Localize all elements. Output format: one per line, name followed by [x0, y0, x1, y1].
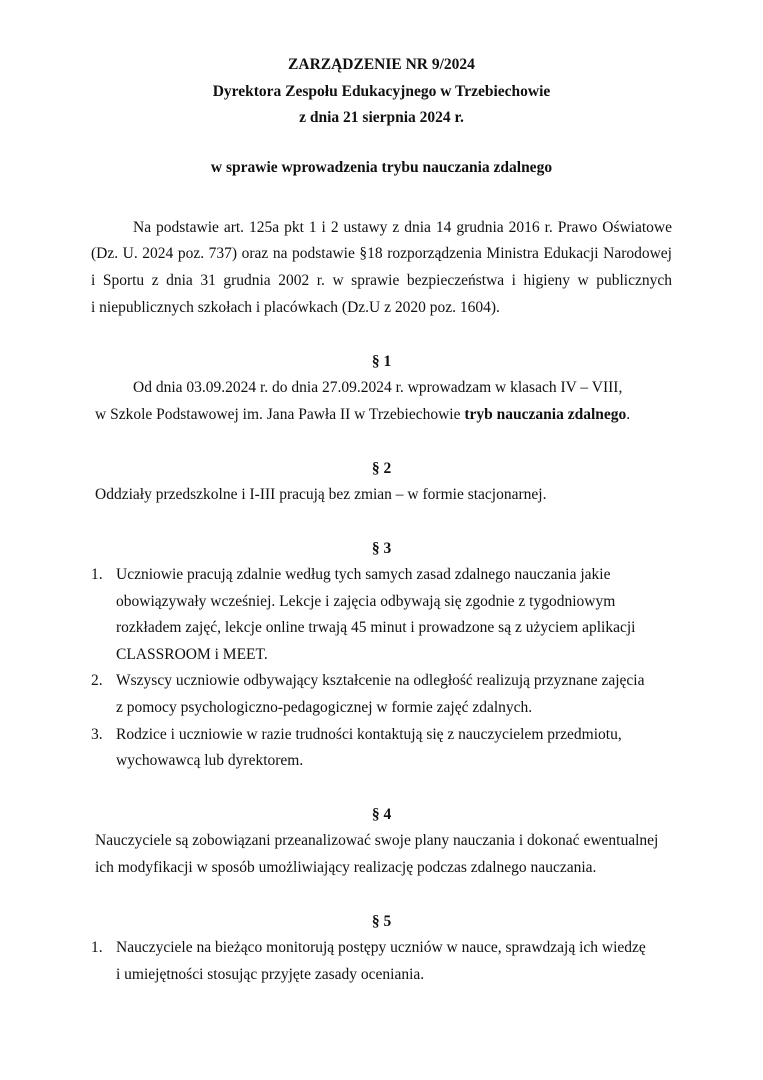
list-number: 3. [91, 726, 103, 743]
section-1-line-2 [95, 402, 630, 429]
list-number: 1. [91, 566, 103, 583]
section-4-line-1: Nauczyciele są zobowiązani przeanalizować swoje plany nauczania i dokonać ewentualnej [95, 832, 659, 849]
document-subject: w sprawie wprowadzenia trybu nauczania zdalnego [210, 159, 553, 176]
document-date: z dnia 21 sierpnia 2024 r. [299, 109, 464, 126]
list-item-line: z pomocy psychologiczno-pedagogicznej w formie zajęć zdalnych. [116, 699, 533, 716]
section-1-heading: § 1 [371, 353, 392, 370]
section-2-text: Oddziały przedszkolne i I-III pracują bez zmian – w formie stacjonarnej. [95, 486, 547, 503]
section-3-heading: § 3 [371, 540, 392, 557]
preamble-line-4: i niepublicznych szkołach i placówkach (Dz.U z 2020 poz. 1604). [91, 299, 500, 316]
document-issuer: Dyrektora Zespołu Edukacyjnego w Trzebiechowie [212, 83, 551, 100]
list-item-line: Wszyscy uczniowie odbywający kształcenie na odległość realizują przyznane zajęcia [116, 672, 645, 689]
list-number: 2. [91, 672, 103, 689]
preamble-line-1: Na podstawie art. 125a pkt 1 i 2 ustawy z dnia 14 grudnia 2016 r. Prawo Oświatowe [133, 219, 672, 236]
list-item-line: Rodzice i uczniowie w razie trudności kontaktują się z nauczycielem przedmiotu, [116, 726, 622, 743]
list-item-line: rozkładem zajęć, lekcje online trwają 45 minut i prowadzone są z użyciem aplikacji [116, 619, 636, 636]
preamble-line-2: (Dz. U. 2024 poz. 737) oraz na podstawie §18 rozporządzenia Ministra Edukacji Narodowej [91, 245, 672, 262]
section-4-line-2: ich modyfikacji w sposób umożliwiający realizację podczas zdalnego nauczania. [95, 859, 597, 876]
list-number: 1. [91, 939, 103, 956]
section-1-line-1: Od dnia 03.09.2024 r. do dnia 27.09.2024 r. wprowadzam w klasach IV – VIII, [133, 379, 623, 396]
section-1-line-2-text: w Szkole Podstawowej im. Jana Pawła II w Trzebiechowie [95, 406, 465, 423]
preamble-line-3: i Sportu z dnia 31 grudnia 2002 r. w sprawie bezpieczeństwa i higieny w publicznych [91, 272, 672, 289]
list-item-line: wychowawcą lub dyrektorem. [116, 752, 304, 769]
section-4-heading: § 4 [371, 806, 392, 823]
section-1-emphasis: tryb nauczania zdalnego [464, 406, 627, 423]
list-item-line: Nauczyciele na bieżąco monitorują postępy uczniów w nauce, sprawdzają ich wiedzę [116, 939, 646, 956]
list-item-line: i umiejętności stosując przyjęte zasady oceniania. [116, 966, 425, 983]
section-1-line-2-end: . [626, 406, 631, 423]
list-item-line: Uczniowie pracują zdalnie według tych samych zasad zdalnego nauczania jakie [116, 566, 611, 583]
list-item-line: CLASSROOM i MEET. [116, 646, 268, 663]
document-title: ZARZĄDZENIE NR 9/2024 [288, 56, 475, 73]
section-2-heading: § 2 [371, 460, 392, 477]
list-item-line: obowiązywały wcześniej. Lekcje i zajęcia odbywają się zgodnie z tygodniowym [116, 593, 616, 610]
section-5-heading: § 5 [371, 913, 392, 930]
